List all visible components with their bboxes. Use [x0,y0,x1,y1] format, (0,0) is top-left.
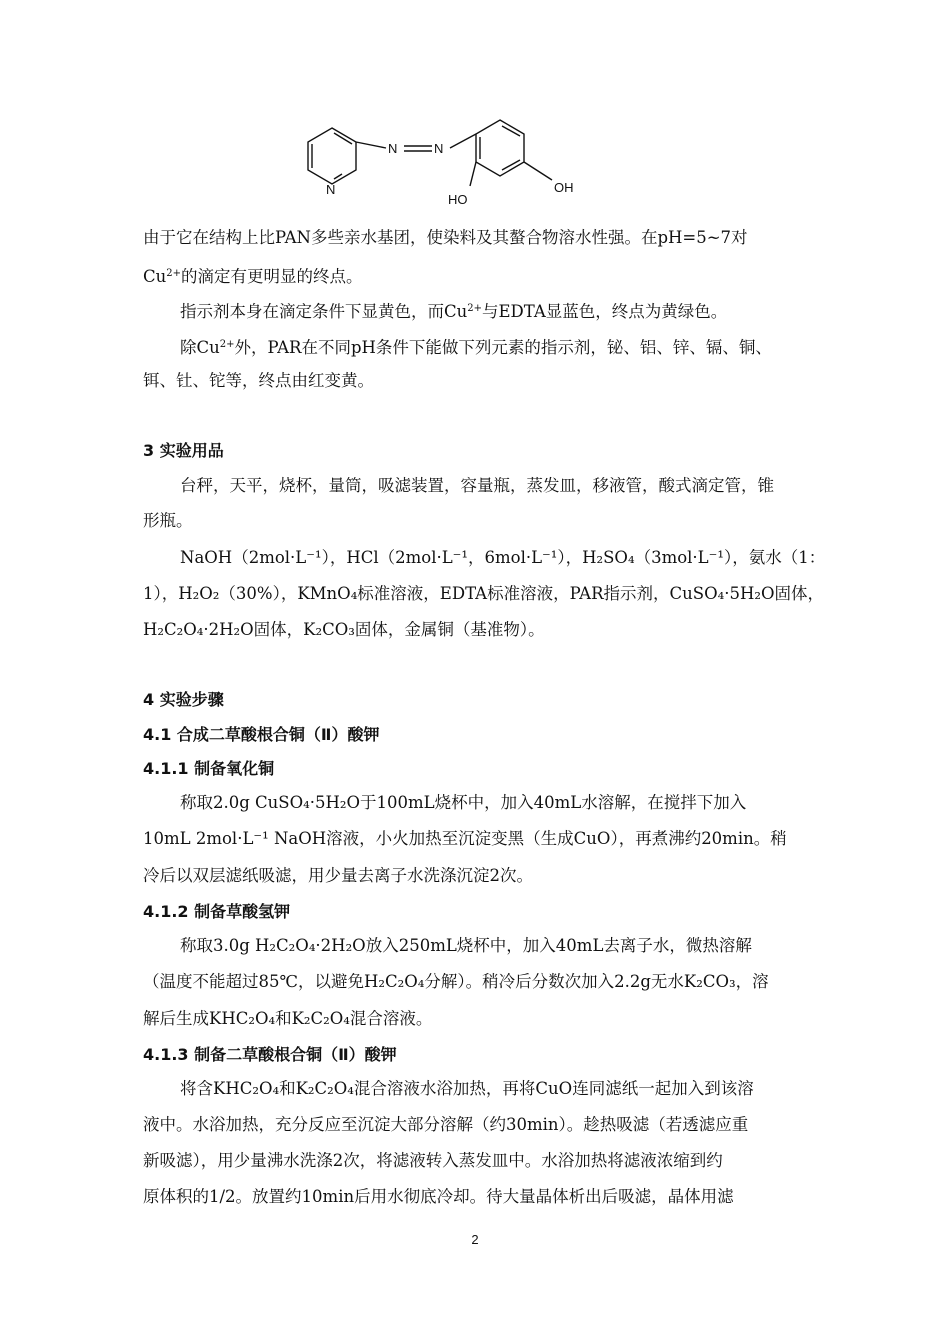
text-span: 的滴定有更明显的终点。 [181,267,363,286]
reagent-line1: NaOH（2mol·L⁻¹），HCl（2mol·L⁻¹，6mol·L⁻¹），H₂SO₄（3mol·L⁻¹），氨水（1： [180,548,826,567]
section3-heading: 3 实验用品 [143,441,224,460]
para1-line1: 由于它在结构上比PAN多些亲水基团，使染料及其螯合物溶水性强。在pH=5~7对 [143,228,748,247]
p413-line4: 原体积的1/2。放置约10min后用水彻底冷却。待大量晶体析出后吸滤，晶体用滤 [143,1187,734,1206]
par-structure-diagram [290,100,610,215]
section4-heading: 4 实验步骤 [143,690,224,709]
azo-n1-label: N [388,141,398,156]
text-span: 指示剂本身在滴定条件下显黄色，而Cu [180,302,468,321]
para3-line1 [180,333,850,360]
subsection-4-1-2: 4.1.2 制备草酸氢钾 [143,902,291,921]
p411-line3: 冷后以双层滤纸吸滤，用少量去离子水洗涤沉淀2次。 [143,866,533,885]
text-span: 除Cu [180,338,220,357]
benzene-ring [476,120,524,176]
subsection-4-1-3: 4.1.3 制备二草酸根合铜（Ⅱ）酸钾 [143,1045,397,1064]
equip-line1: 台秤，天平，烧杯，量筒，吸滤装置，容量瓶，蒸发皿，移液管，酸式滴定管，锥 [180,476,774,495]
text-span: 外，PAR在不同pH条件下能做下列元素的指示剂，铋、铝、锌、镉、铜、 [234,338,772,357]
pyridine-ring [308,128,356,184]
text-span: 与EDTA显蓝色，终点为黄绿色。 [482,302,728,321]
subsection-4-1: 4.1 合成二草酸根合铜（Ⅱ）酸钾 [143,725,380,744]
azo-n2-label: N [434,141,444,156]
p412-line2: （温度不能超过85℃，以避免H₂C₂O₄分解）。稍冷后分数次加入2.2g无水K₂CO₃，溶 [143,972,769,991]
para2-line [180,297,850,324]
reagent-line3: H₂C₂O₄·2H₂O固体，K₂CO₃固体，金属铜（基准物）。 [143,620,545,639]
oh-label: OH [554,180,574,195]
p412-line3: 解后生成KHC₂O₄和K₂C₂O₄混合溶液。 [143,1009,433,1028]
p411-line1: 称取2.0g CuSO₄·5H₂O于100mL烧杯中，加入40mL水溶解，在搅拌下加入 [180,793,747,812]
reagent-line2: 1），H₂O₂（30%），KMnO₄标准溶液，EDTA标准溶液，PAR指示剂，CuSO₄·5H₂O固体， [143,584,824,603]
p411-line2: 10mL 2mol·L⁻¹ NaOH溶液，小火加热至沉淀变黑（生成CuO），再煮沸约20min。稍 [143,829,787,848]
text-span: Cu [143,267,167,286]
equip-line2: 形瓶。 [143,511,193,530]
superscript: 2+ [219,339,235,350]
pyridine-n-label: N [326,182,336,197]
p412-line1: 称取3.0g H₂C₂O₄·2H₂O放入250mL烧杯中，加入40mL去离子水，微热溶解 [180,936,752,955]
subsection-4-1-1: 4.1.1 制备氧化铜 [143,759,275,778]
superscript: 2+ [467,303,483,314]
superscript: 2+ [166,268,182,279]
ho-label: HO [448,192,468,207]
para3-line2: 铒、钍、铊等，终点由红变黄。 [143,371,374,390]
p413-line1: 将含KHC₂O₄和K₂C₂O₄混合溶液水浴加热，再将CuO连同滤纸一起加入到该溶 [180,1079,754,1098]
p413-line3: 新吸滤），用少量沸水洗涤2次，将滤液转入蒸发皿中。水浴加热将滤液浓缩到约 [143,1151,723,1170]
para1-line2 [143,262,813,289]
p413-line2: 液中。水浴加热，充分反应至沉淀大部分溶解（约30min）。趁热吸滤（若透滤应重 [143,1115,749,1134]
page-number: 2 [471,1232,479,1247]
